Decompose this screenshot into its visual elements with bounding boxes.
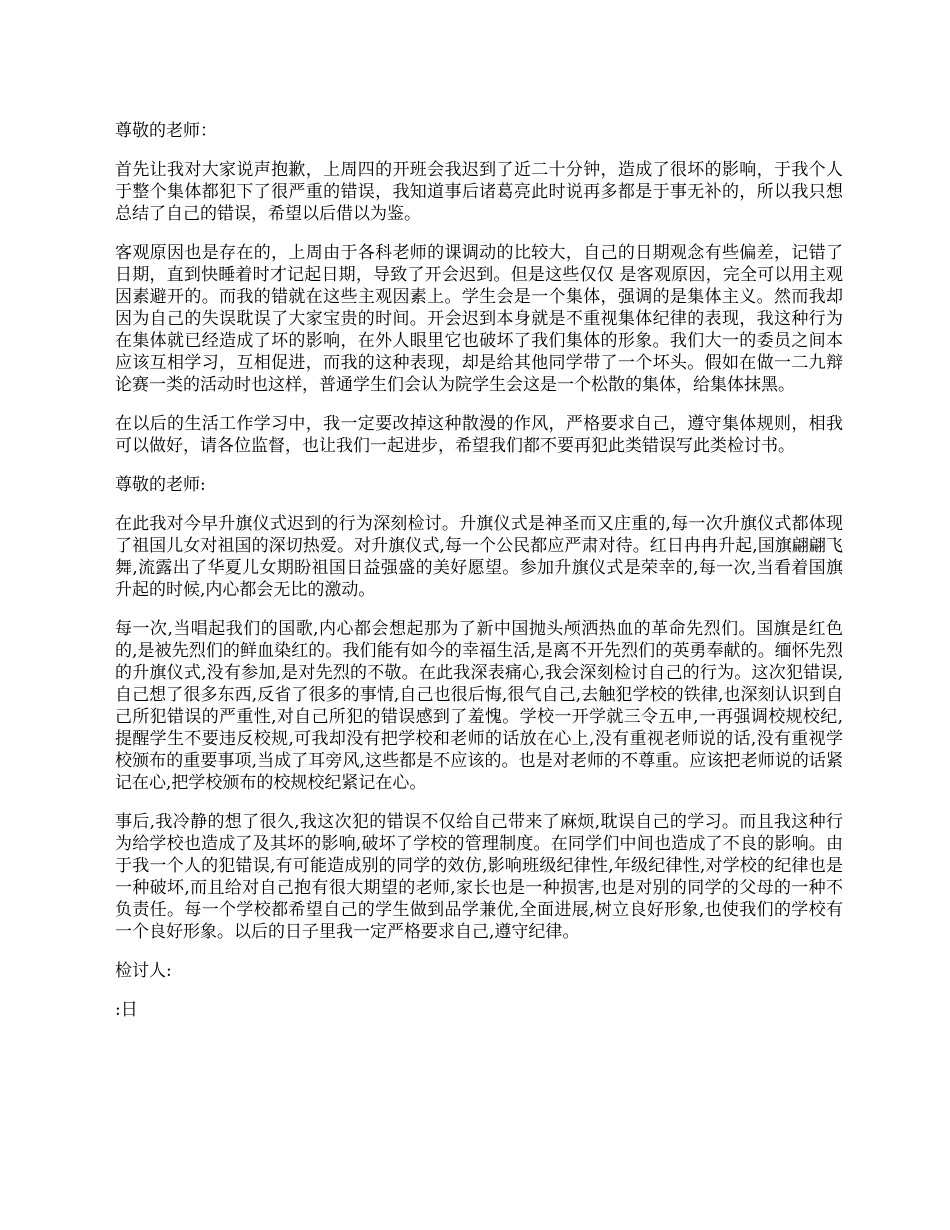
signature-label: 检讨人: (115, 961, 172, 981)
paragraph-consequences: 事后,我冷静的想了很久,我这次犯的错误不仅给自己带来了麻烦,耽误自己的学习。而且我这种行为给学校也造成了及其坏的影响,破坏了学校的管理制度。在同学们中间也造成了不良的影响。由于我一个人的犯错误,有可能造成别的同学的效仿,影响班级纪律性,年级纪律性,对学校的纪律也是一种破坏,而且给对自己抱有很大期望的老师,家长也是一种损害,也是对别的同学的父母的一种不负责任。每一个学校都希望自己的学生做到品学兼优,全面进展,树立良好形象,也使我们的学校有一个良好形象。以后的日子里我一定严格要求自己,遵守纪律。 (115, 812, 843, 942)
paragraph-flag-ceremony: 在此我对今早升旗仪式迟到的行为深刻检讨。升旗仪式是神圣而又庄重的,每一次升旗仪式都体现了祖国儿女对祖国的深切热爱。对升旗仪式,每一个公民都应严肃对待。红日冉冉升起,国旗翩翩飞舞,流露出了华夏儿女期盼祖国日益强盛的美好愿望。参加升旗仪式是荣幸的,每一次,当看着国旗升起的时候,内心都会无比的激动。 (115, 514, 843, 600)
document-body (115, 120, 843, 1038)
salutation-2: 尊敬的老师: (115, 475, 206, 495)
paragraph-reflection: 每一次,当唱起我们的国歌,内心都会想起那为了新中国抛头颅洒热血的革命先烈们。国旗是红色的,是被先烈们的鲜血染红的。我们能有如今的幸福生活,是离不开先烈们的英勇奉献的。缅怀先烈的升旗仪式,没有参加,是对先烈的不敬。在此我深表痛心,我会深刻检讨自己的行为。这次犯错误,自己想了很多东西,反省了很多的事情,自己也很后悔,很气自己,去触犯学校的铁律,也深刻认识到自己所犯错误的严重性,对自己所犯的错误感到了羞愧。学校一开学就三令五申,一再强调校规校纪,提醒学生不要违反校规,可我却没有把学校和老师的话放在心上,没有重视老师说的话,没有重视学校颁布的重要事项,当成了耳旁风,这些都是不应该的。也是对老师的不尊重。应该把老师说的话紧记在心,把学校颁布的校规校纪紧记在心。 (115, 619, 843, 793)
salutation-1: 尊敬的老师： (115, 121, 217, 141)
date-label: :日 (115, 1000, 138, 1020)
paragraph-reasons: 客观原因也是存在的，上周由于各科老师的课调动的比较大，自己的日期观念有些偏差，记错了日期，直到快睡着时才记起日期，导致了开会迟到。但是这些仅仅 是客观原因，完全可以用主观因素避开的。而我的错就在这些主观因素上。学生会是一个集体，强调的是集体主义。然而我却因为自己的失误耽误了大家宝贵的时间。开会迟到本身就是不重视集体纪律的表现，我这种行为在集体就已经造成了坏的影响，在外人眼里它也破坏了我们集体的形象。我们大一的委员之间本应该互相学习，互相促进，而我的这种表现，却是给其他同学带了一个坏头。假如在做一二九辩论赛一类的活动时也这样，普通学生们会认为院学生会这是一个松散的集体，给集体抹黑。 (115, 243, 843, 395)
paragraph-resolution: 在以后的生活工作学习中，我一定要改掉这种散漫的作风，严格要求自己，遵守集体规则，相我可以做好，请各位监督，也让我们一起进步，希望我们都不要再犯此类错误写此类检讨书。 (115, 414, 843, 456)
paragraph-apology: 首先让我对大家说声抱歉，上周四的开班会我迟到了近二十分钟，造成了很坏的影响，于我个人于整个集体都犯下了很严重的错误，我知道事后诸葛亮此时说再多都是于事无补的，所以我只想总结了自己的错误，希望以后借以为鉴。 (115, 160, 843, 224)
